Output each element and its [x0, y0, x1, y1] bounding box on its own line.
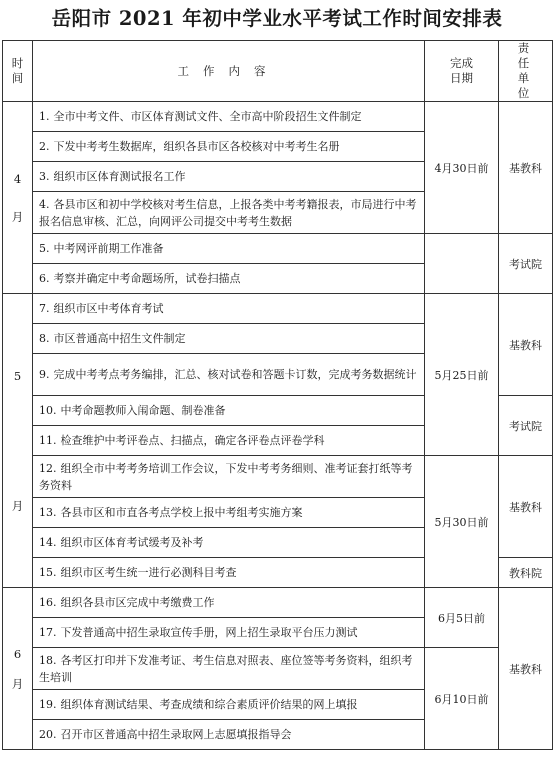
task-cell: 18. 各考区打印并下发准考证、考生信息对照表、座位签等考务资料，组织考生培训	[33, 648, 425, 690]
task-cell: 9. 完成中考考点考务编排，汇总、核对试卷和答题卡订数，完成考务数据统计	[33, 354, 425, 396]
unit-cell: 教科院	[499, 558, 553, 588]
table-row	[3, 588, 553, 618]
table-row	[3, 456, 553, 498]
task-cell: 8. 市区普通高中招生文件制定	[33, 324, 425, 354]
month-cell: 5月	[3, 294, 33, 588]
unit-cell: 基教科	[499, 456, 553, 558]
month-cell: 4月	[3, 102, 33, 294]
deadline-cell: 5月25日前	[425, 294, 499, 456]
unit-cell: 考试院	[499, 396, 553, 456]
deadline-cell: 6月10日前	[425, 648, 499, 750]
header-time: 时间	[3, 41, 33, 102]
table-row	[3, 648, 553, 690]
task-cell: 14. 组织市区体育考试缓考及补考	[33, 528, 425, 558]
task-cell: 3. 组织市区体育测试报名工作	[33, 162, 425, 192]
schedule-table	[2, 40, 553, 750]
unit-cell: 考试院	[499, 234, 553, 294]
header-unit: 责任单位	[499, 41, 553, 102]
task-cell: 4. 各县市区和初中学校核对考生信息，上报各类中考考籍报表，市局进行中考报名信息审核、汇总，向网评公司提交中考考生数据	[33, 192, 425, 234]
task-cell: 13. 各县市区和市直各考点学校上报中考组考实施方案	[33, 498, 425, 528]
deadline-cell	[425, 234, 499, 294]
task-cell: 19. 组织体育测试结果、考查成绩和综合素质评价结果的网上填报	[33, 690, 425, 720]
task-cell: 20. 召开市区普通高中招生录取网上志愿填报指导会	[33, 720, 425, 750]
document-title: 岳阳市 2021 年初中学业水平考试工作时间安排表	[51, 7, 503, 30]
table-row	[3, 234, 553, 264]
task-cell: 1. 全市中考文件、市区体育测试文件、全市高中阶段招生文件制定	[33, 102, 425, 132]
table-row	[3, 294, 553, 324]
unit-cell: 基教科	[499, 294, 553, 396]
task-cell: 11. 检查维护中考评卷点、扫描点，确定各评卷点评卷学科	[33, 426, 425, 456]
task-cell: 6. 考察并确定中考命题场所，试卷扫描点	[33, 264, 425, 294]
unit-cell: 基教科	[499, 102, 553, 234]
task-cell: 5. 中考网评前期工作准备	[33, 234, 425, 264]
task-cell: 15. 组织市区考生统一进行必测科目考查	[33, 558, 425, 588]
task-cell: 16. 组织各县市区完成中考缴费工作	[33, 588, 425, 618]
month-cell: 6月	[3, 588, 33, 750]
task-cell: 12. 组织全市中考考务培训工作会议，下发中考考务细则、准考证套打纸等考务资料	[33, 456, 425, 498]
task-cell: 2. 下发中考考生数据库，组织各县市区各校核对中考考生名册	[33, 132, 425, 162]
deadline-cell: 4月30日前	[425, 102, 499, 234]
unit-cell: 基教科	[499, 588, 553, 750]
task-cell: 10. 中考命题教师入闱命题、制卷准备	[33, 396, 425, 426]
task-cell: 7. 组织市区中考体育考试	[33, 294, 425, 324]
deadline-cell: 6月5日前	[425, 588, 499, 648]
task-cell: 17. 下发普通高中招生录取宣传手册，网上招生录取平台压力测试	[33, 618, 425, 648]
header-deadline: 完成日期	[425, 41, 499, 102]
table-header-row	[3, 41, 553, 102]
table-row	[3, 102, 553, 132]
header-content: 工作内容	[33, 41, 425, 102]
deadline-cell: 5月30日前	[425, 456, 499, 588]
